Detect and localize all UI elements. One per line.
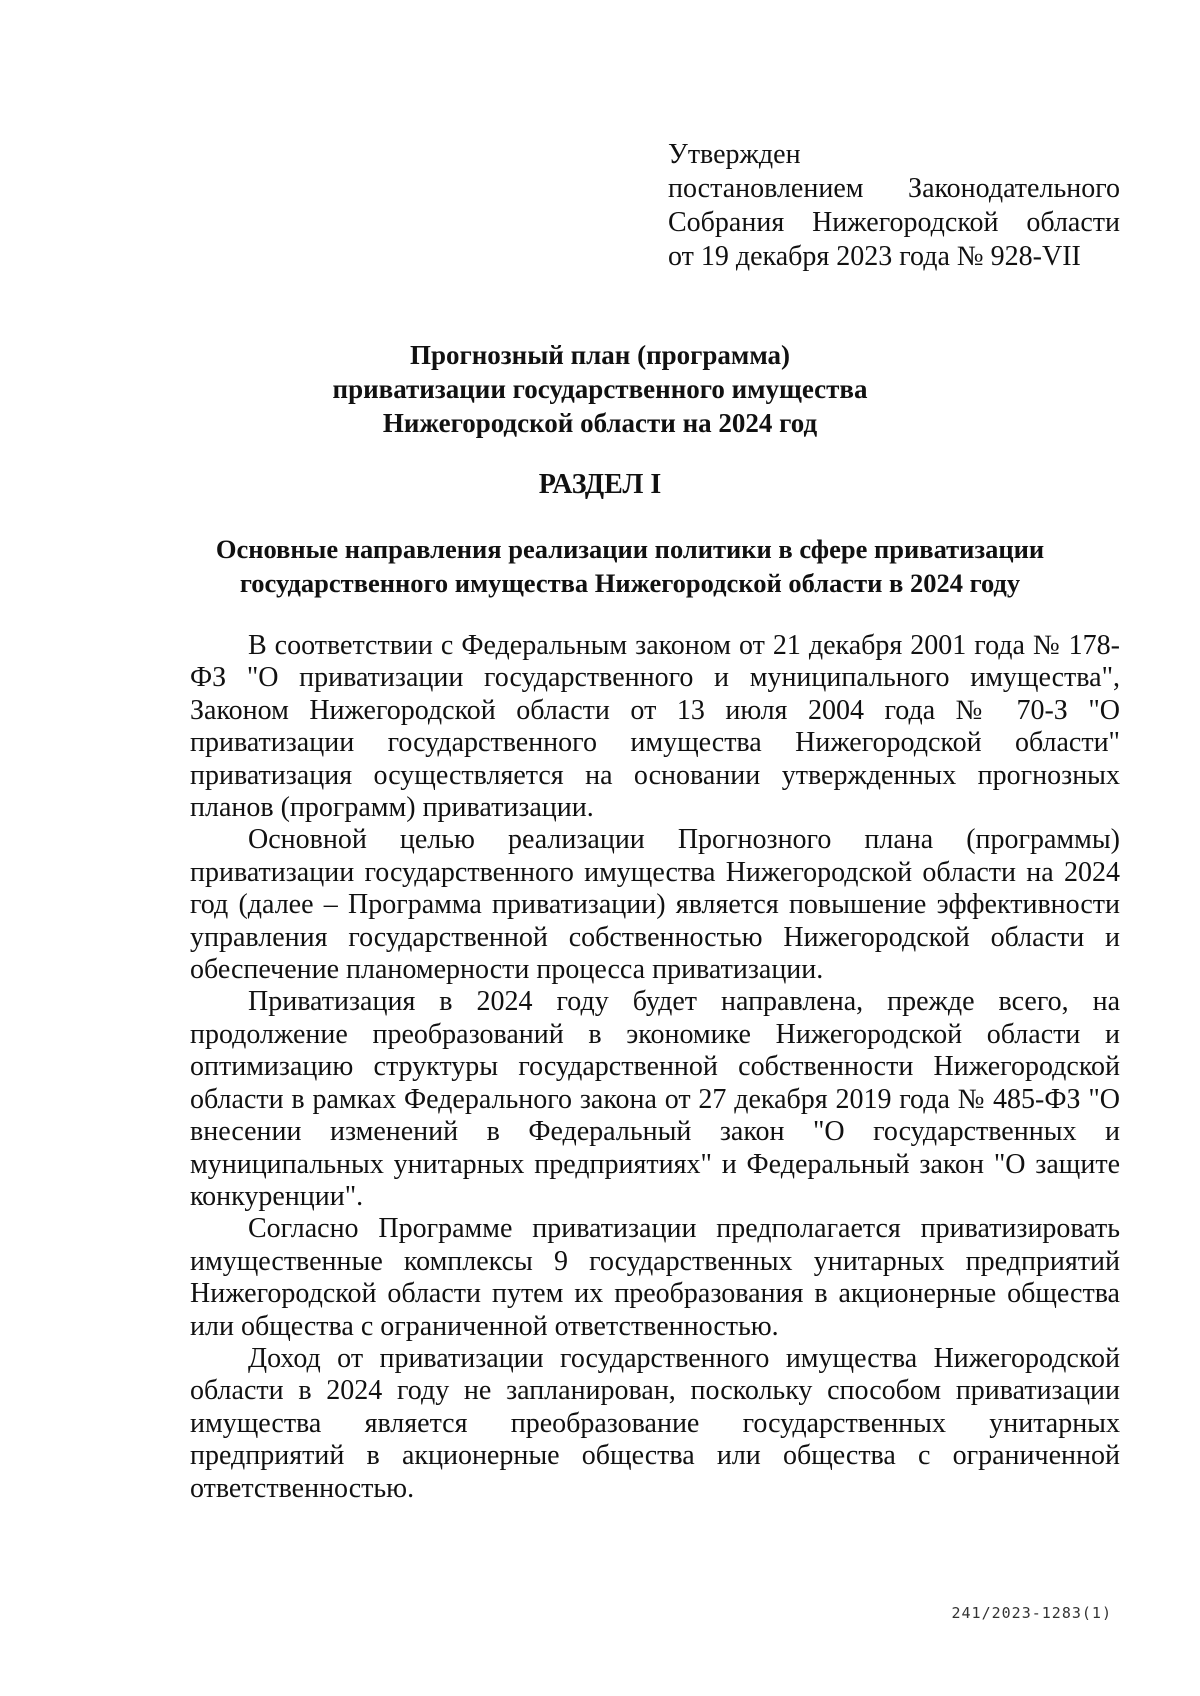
section-heading-line-1: Основные направления реализации политики в сфере приватизации <box>215 534 1045 564</box>
title-line-1: Прогнозный план (программа) <box>409 340 791 370</box>
paragraph-privatization-direction: Приватизация в 2024 году будет направлена, прежде всего, на продолжение преобразований в экономике Нижегородской области и оптимизацию структуры государственной собственности Нижегородской области в рамках Федерального закона от 27 декабря 2019 года № 485-ФЗ "О внесении изменений в Федеральный закон "О государственных и муниципальных унитарных предприятиях" и Федеральный закон "О защите конкуренции". <box>190 986 1120 1212</box>
title-line-2: приватизации государственного имущества <box>332 374 868 404</box>
paragraph-main-goal: Основной целью реализации Прогнозного плана (программы) приватизации государственного имущества Нижегородской области на 2024 год (далее – Программа приватизации) является повышение эффективности управления государственной собственностью Нижегородской области и обеспечение планомерности процесса приватизации. <box>190 824 1120 986</box>
approval-line-approved: Утвержден <box>668 139 801 170</box>
approval-line-assembly: Собрания Нижегородской области <box>668 207 1120 238</box>
paragraph-enterprises: Согласно Программе приватизации предполагается приватизировать имущественные комплексы 9 государственных унитарных предприятий Нижегородской области путем их преобразования в акционерные общества или общества с ограниченной ответственностью. <box>190 1213 1120 1342</box>
section-heading-line-2: государственного имущества Нижегородской области в 2024 году <box>239 568 1021 598</box>
title-line-3: Нижегородской области на 2024 год <box>382 408 818 438</box>
approval-line-resolution: постановлением Законодательного <box>668 173 1120 204</box>
section-label: РАЗДЕЛ I <box>538 469 662 500</box>
paragraph-income: Доход от приватизации государственного имущества Нижегородской области в 2024 году не запланирован, поскольку способом приватизации имущества является преобразование государственных унитарных предприятий в акционерные общества или общества с ограниченной ответственностью. <box>190 1342 1120 1504</box>
section-heading <box>150 532 1110 600</box>
document-code: 241/2023-1283(1) <box>951 1604 1112 1622</box>
document-title <box>0 338 1200 440</box>
paragraph-legal-basis: В соответствии с Федеральным законом от 21 декабря 2001 года № 178-ФЗ "О приватизации государственного и муниципального имущества", Законом Нижегородской области от 13 июля 2004 года № 70-З "О приватизации государственного имущества Нижегородской области" приватизация осуществляется на основании утвержденных прогнозных планов (программ) приватизации. <box>190 630 1120 824</box>
approval-stamp <box>668 138 1120 274</box>
approval-line-date-number: от 19 декабря 2023 года № 928-VII <box>668 241 1081 272</box>
document-body <box>190 630 1120 1505</box>
